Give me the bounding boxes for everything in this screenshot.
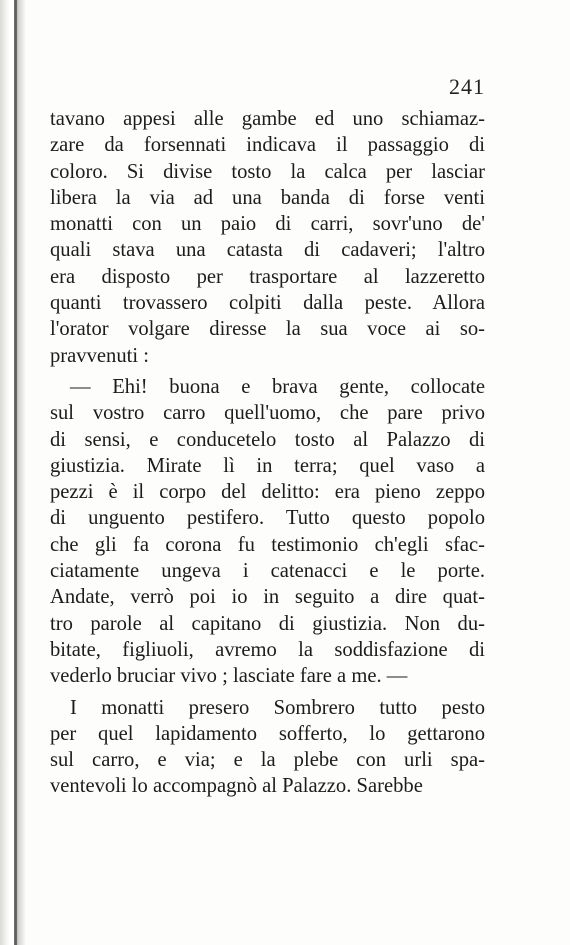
text-line: quali stava una catasta di cadaveri; l'altro: [50, 239, 485, 262]
text-line: era disposto per trasportare al lazzeretto: [50, 265, 485, 288]
text-line: sul carro, e via; e la plebe con urli spa-: [50, 749, 485, 772]
text-line: di sensi, e conducetelo tosto al Palazzo di: [50, 428, 485, 451]
page-body-text: [50, 106, 485, 800]
text-line: bitate, figliuoli, avremo la soddisfazione di: [50, 638, 485, 661]
paragraph: [50, 374, 485, 690]
text-line: quanti trovassero colpiti dalla peste. Allora: [50, 292, 485, 315]
text-line: Andate, verrò poi io in seguito a dire quat-: [50, 586, 485, 609]
text-line: tavano appesi alle gambe ed uno schiamaz-: [50, 108, 485, 130]
book-spine-edge: [0, 0, 26, 945]
text-line: che gli fa corona fu testimonio ch'egli sfac-: [50, 533, 485, 556]
text-line: sul vostro carro quell'uomo, che pare privo: [50, 402, 485, 425]
text-line: per quel lapidamento sofferto, lo gettarono: [50, 722, 485, 745]
text-line: giustizia. Mirate lì in terra; quel vaso a: [50, 454, 485, 477]
paragraph: [50, 695, 485, 800]
page-number: 241: [449, 74, 485, 99]
text-line: coloro. Si divise tosto la calca per lasciar: [50, 160, 485, 183]
text-line: zare da forsennati indicava il passaggio di: [50, 134, 485, 157]
text-line: pezzi è il corpo del delitto: era pieno zeppo: [50, 481, 485, 504]
text-line: ciatamente ungeva i catenacci e le porte.: [50, 560, 485, 583]
text-line: monatti con un paio di carri, sovr'uno de': [50, 213, 485, 236]
text-line: di unguento pestifero. Tutto questo popolo: [50, 507, 485, 530]
paragraph: [50, 106, 485, 369]
text-line: pravvenuti :: [50, 344, 149, 367]
text-line: vederlo bruciar vivo ; lasciate fare a me. —: [50, 665, 408, 688]
binding-shadow-line: [14, 0, 17, 945]
text-line: l'orator volgare diresse la sua voce ai so-: [50, 318, 485, 341]
text-line: tro parole al capitano di giustizia. Non du-: [50, 612, 485, 635]
text-line: — Ehi! buona e brava gente, collocate: [70, 375, 485, 398]
text-line: libera la via ad una banda di forse venti: [50, 186, 485, 209]
text-line: I monatti presero Sombrero tutto pesto: [70, 696, 485, 719]
text-line: ventevoli lo accompagnò al Palazzo. Sarebbe: [50, 775, 423, 798]
